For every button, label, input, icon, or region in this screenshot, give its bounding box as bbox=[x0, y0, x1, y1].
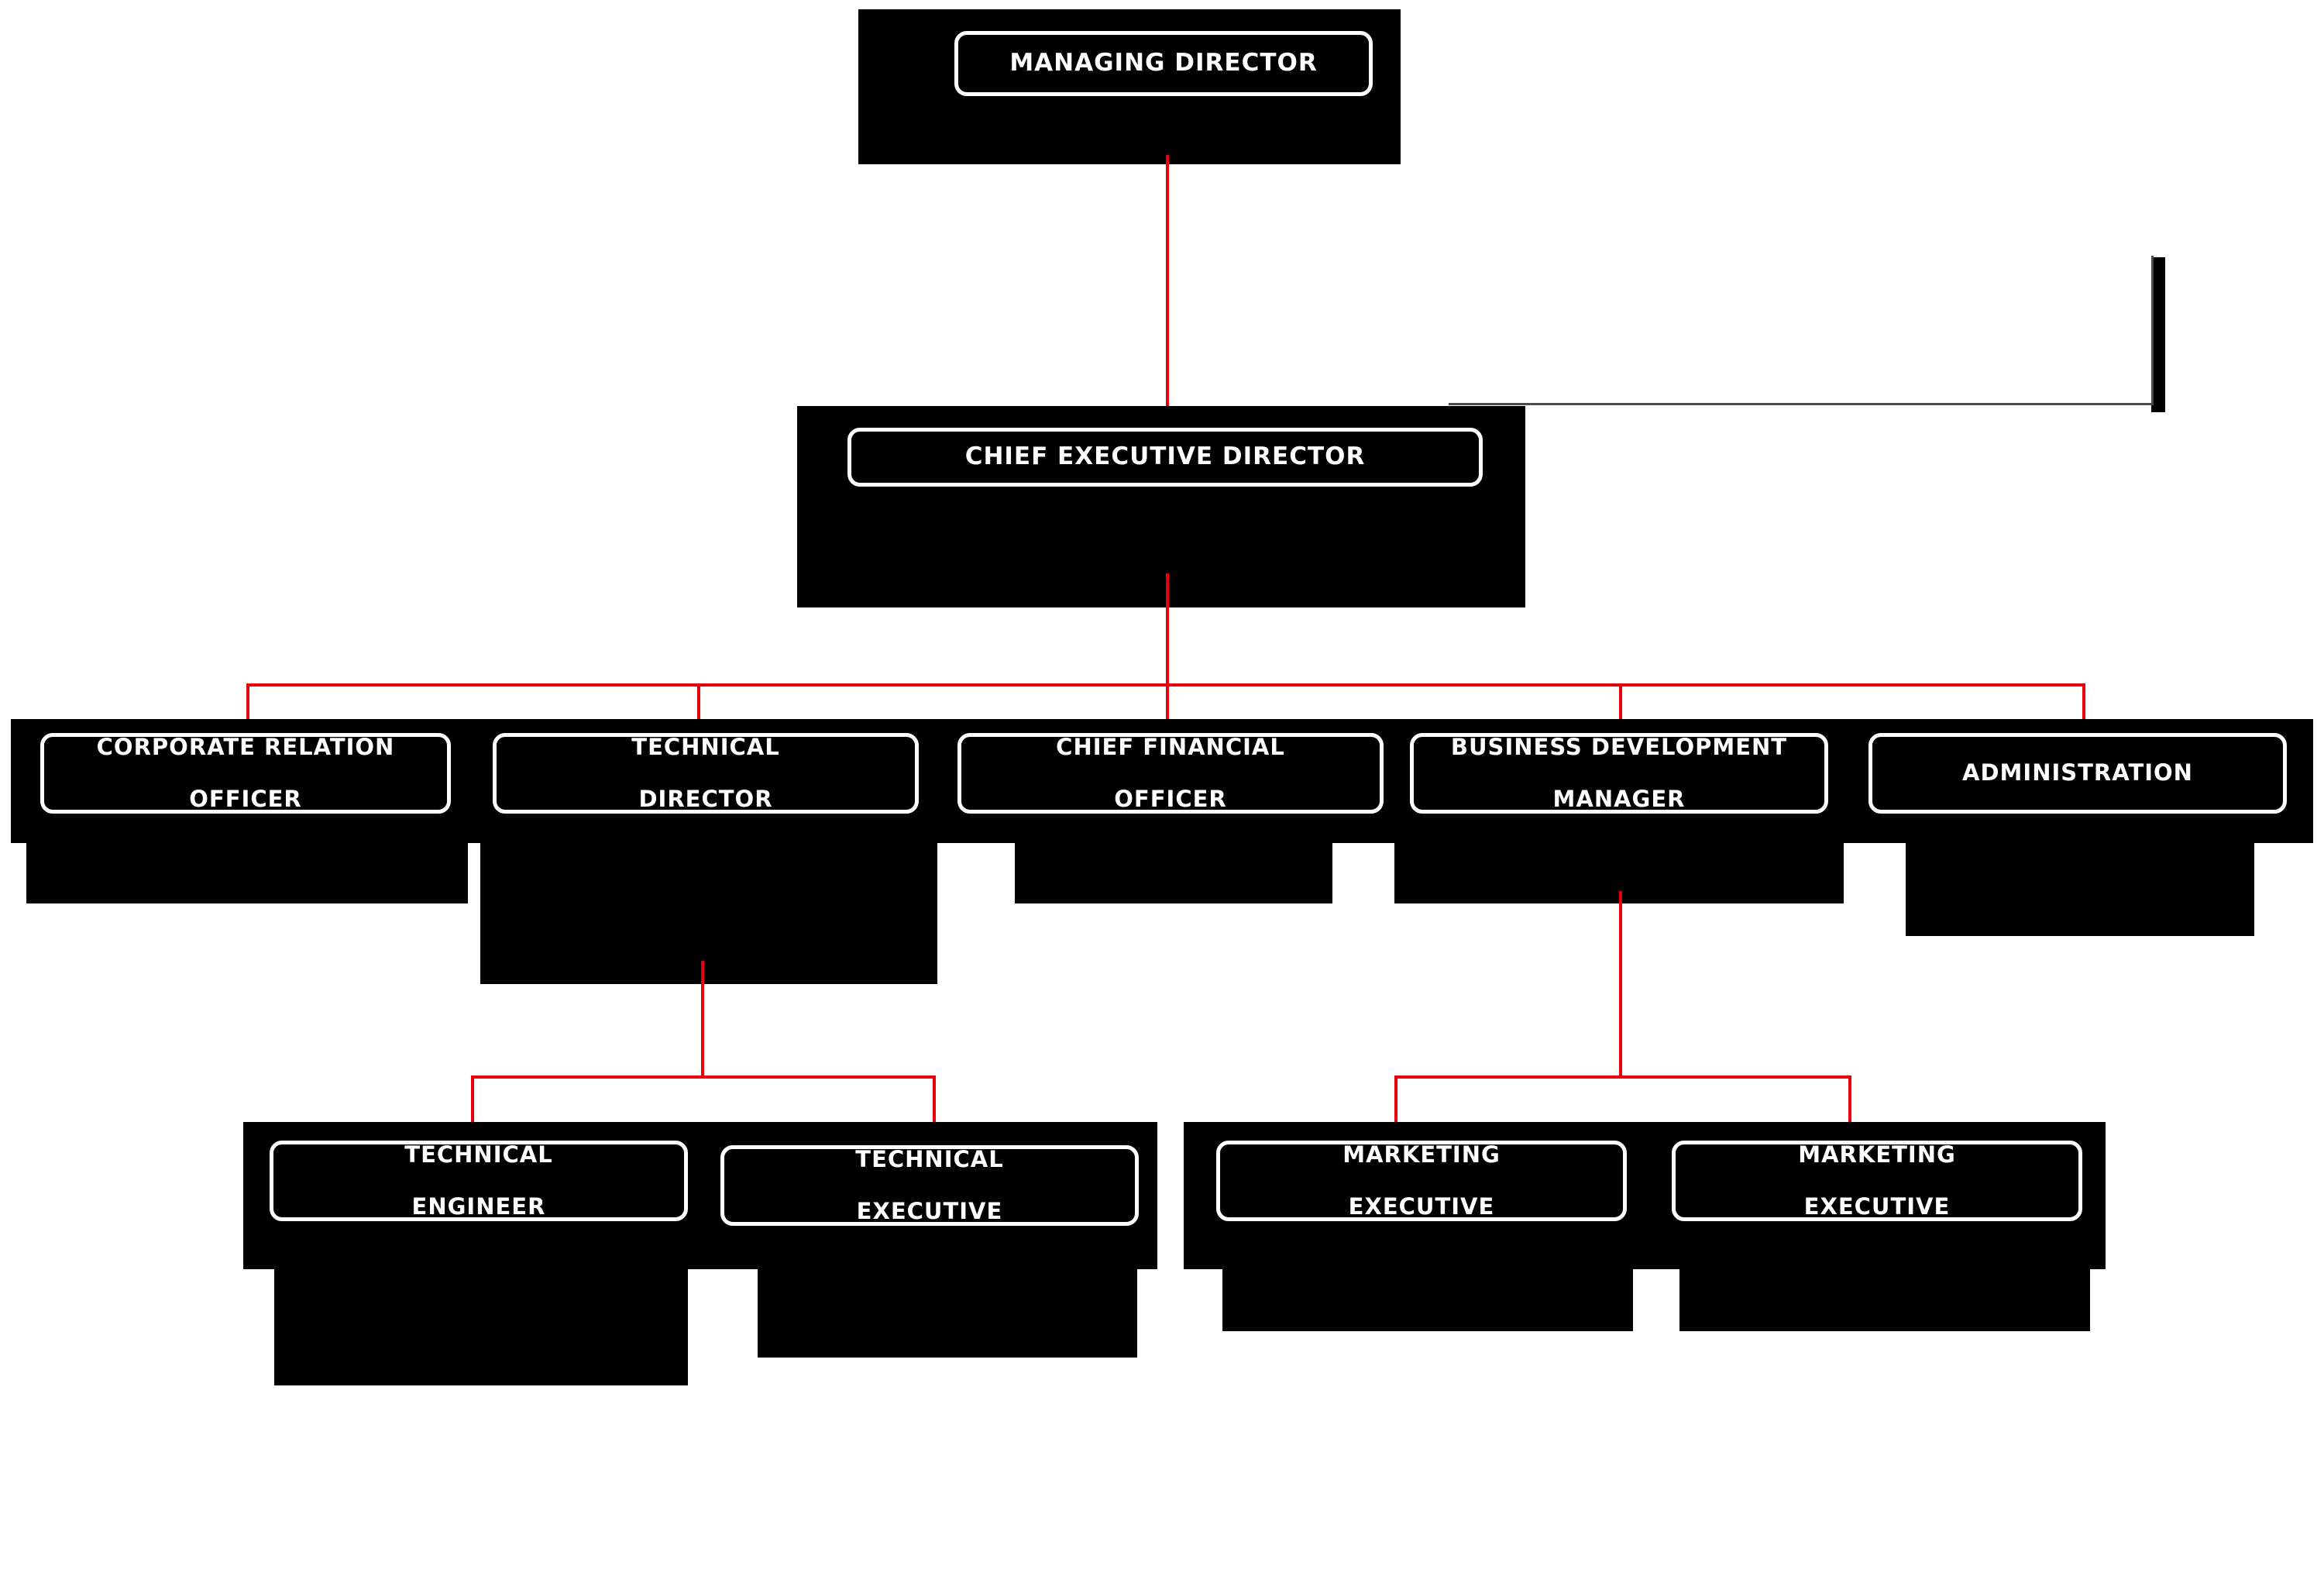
edge-level2-bus bbox=[246, 683, 2082, 687]
node-label-line2: ENGINEER bbox=[411, 1192, 546, 1220]
slab-tail-cro bbox=[26, 843, 468, 903]
node-marketing-executive-1[interactable] bbox=[1216, 1141, 1627, 1221]
node-label-line2: OFFICER bbox=[189, 785, 302, 812]
edge-marketing-bus bbox=[1394, 1075, 1851, 1079]
node-label: ADMINISTRATION bbox=[1962, 759, 2193, 786]
node-label-line1: BUSINESS DEVELOPMENT bbox=[1450, 733, 1788, 760]
node-label-line1: MARKETING bbox=[1342, 1141, 1501, 1168]
right-thin-connector bbox=[1449, 403, 2154, 405]
node-label-line2: EXECUTIVE bbox=[856, 1197, 1003, 1224]
node-technical-director[interactable] bbox=[493, 733, 919, 814]
slab-tail-adm bbox=[1906, 843, 2254, 936]
node-label: CHIEF EXECUTIVE DIRECTOR bbox=[964, 442, 1366, 471]
node-label-line1: TECHNICAL bbox=[631, 733, 780, 760]
node-administration[interactable] bbox=[1868, 733, 2287, 814]
node-label-line2: MANAGER bbox=[1552, 785, 1686, 812]
node-managing-director[interactable] bbox=[954, 31, 1373, 96]
slab-tail-cfo bbox=[1015, 843, 1332, 903]
node-label bbox=[504, 735, 907, 812]
node-label-line1: TECHNICAL bbox=[855, 1145, 1004, 1172]
node-label-line1: TECHNICAL bbox=[404, 1141, 553, 1168]
node-label-line2: EXECUTIVE bbox=[1348, 1192, 1495, 1220]
edge-bdm-trunk bbox=[1619, 891, 1622, 1077]
slab-tail-marketing-executive-1 bbox=[1222, 1269, 1633, 1331]
node-technical-executive[interactable] bbox=[720, 1145, 1139, 1226]
node-label-line2: OFFICER bbox=[1114, 785, 1227, 812]
node-label-line1: MARKETING bbox=[1798, 1141, 1956, 1168]
slab-tail-technical-executive bbox=[758, 1269, 1137, 1358]
node-chief-executive-director[interactable] bbox=[847, 428, 1483, 487]
node-label-line2: DIRECTOR bbox=[638, 785, 773, 812]
node-business-development-manager[interactable] bbox=[1410, 733, 1828, 814]
node-label-line1: CORPORATE RELATION bbox=[96, 733, 395, 760]
node-label-line2: EXECUTIVE bbox=[1803, 1192, 1951, 1220]
node-label bbox=[969, 735, 1372, 812]
node-label bbox=[281, 1142, 676, 1220]
node-label-line1: CHIEF FINANCIAL bbox=[1056, 733, 1285, 760]
node-label bbox=[52, 735, 439, 812]
node-chief-financial-officer[interactable] bbox=[957, 733, 1384, 814]
slab-tail-technical-engineer bbox=[274, 1269, 688, 1385]
right-thin-connector-stub bbox=[2151, 256, 2154, 404]
node-label bbox=[1228, 1142, 1615, 1220]
node-label bbox=[1422, 735, 1817, 812]
node-marketing-executive-2[interactable] bbox=[1672, 1141, 2082, 1221]
node-label bbox=[732, 1147, 1127, 1224]
slab-tail-td bbox=[480, 843, 937, 984]
edge-td-trunk bbox=[701, 961, 704, 1077]
node-technical-engineer[interactable] bbox=[270, 1141, 688, 1221]
node-label: MANAGING DIRECTOR bbox=[1009, 49, 1318, 77]
edge-md-ced bbox=[1166, 155, 1169, 446]
node-label bbox=[1683, 1142, 2071, 1220]
edge-technical-bus bbox=[471, 1075, 936, 1079]
slab-tail-marketing-executive-2 bbox=[1679, 1269, 2090, 1331]
node-corporate-relation-officer[interactable] bbox=[40, 733, 451, 814]
